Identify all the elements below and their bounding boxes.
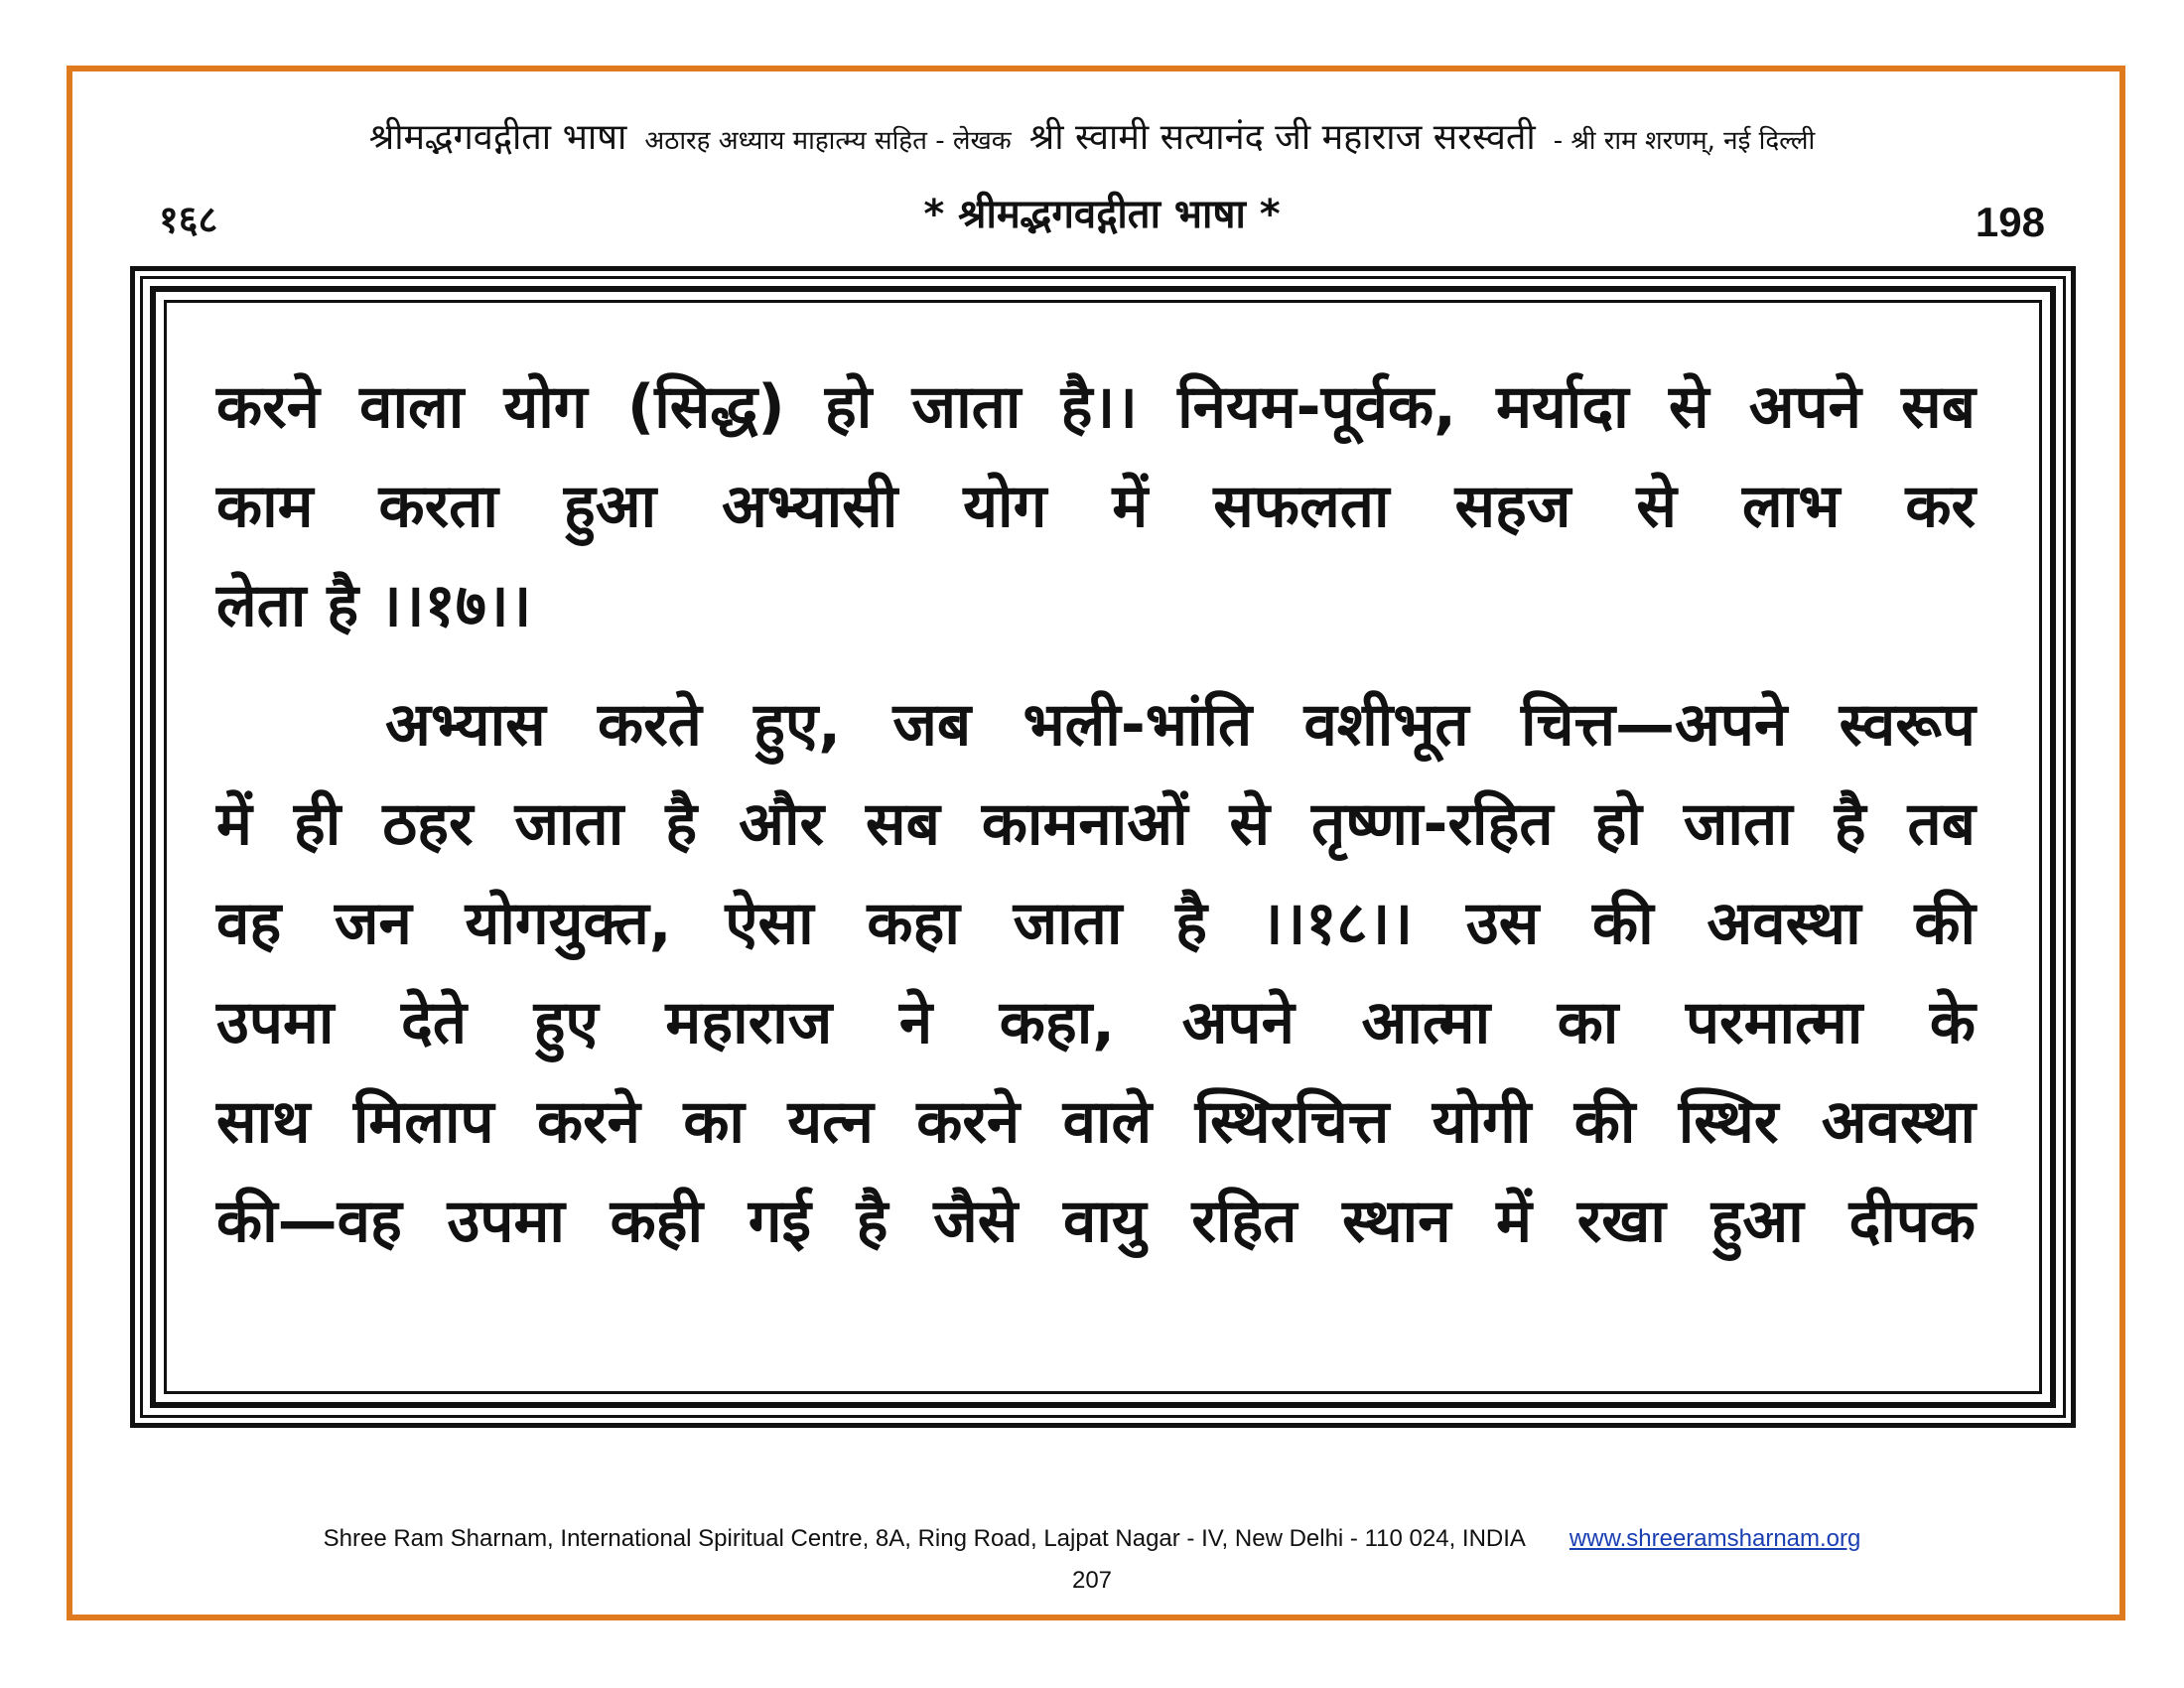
footer <box>0 1525 2184 1565</box>
title-author: श्री स्वामी सत्यानंद जी महाराज सरस्वती <box>1028 117 1536 158</box>
footer-page-number: 207 <box>1071 1567 1113 1594</box>
page-number: 198 <box>1975 199 2045 245</box>
text-line: की—वह उपमा कही गई है जैसे वायु रहित स्थान में रखा हुआ दीपक <box>216 1187 1976 1256</box>
text-line: अभ्यास करते हुए, जब भली-भांति वशीभूत चित्त—अपने स्वरूप <box>385 690 1976 760</box>
devanagari-page-number: १६८ <box>159 198 218 241</box>
text-line: लेता है ।।१७।। <box>216 571 532 640</box>
text-line: करने वाला योग (सिद्ध) हो जाता है।। नियम-पूर्वक, मर्यादा से अपने सब <box>216 372 1976 442</box>
text-line: काम करता हुआ अभ्यासी योग में सफलता सहज से लाभ कर <box>216 472 1976 541</box>
title-main: श्रीमद्भगवद्गीता भाषा <box>368 117 627 158</box>
text-line: उपमा देते हुए महाराज ने कहा, अपने आत्मा का परमात्मा के <box>216 988 1976 1057</box>
title-publisher: - श्री राम शरणम्, नई दिल्ली <box>1553 126 1816 156</box>
title-subtitle: अठारह अध्याय माहात्म्य सहित - लेखक <box>644 126 1012 156</box>
text-line: वह जन योगयुक्त, ऐसा कहा जाता है ।।१८।। उस की अवस्था की <box>216 889 1976 958</box>
text-line: साथ मिलाप करने का यत्न करने वाले स्थिरचित्त योगी की स्थिर अवस्था <box>216 1087 1976 1157</box>
document-title <box>99 111 2085 171</box>
body-text <box>216 357 1976 1271</box>
website-link[interactable]: www.shreeramsharnam.org <box>1569 1525 1861 1552</box>
text-line: में ही ठहर जाता है और सब कामनाओं से तृष्णा-रहित हो जाता है तब <box>216 789 1976 859</box>
footer-address: Shree Ram Sharnam, International Spiritual Centre, 8A, Ring Road, Lajpat Nagar - IV, New Delhi - 110 024, INDIA <box>323 1525 1526 1552</box>
running-title: * श्रीमद्भगवद्गीता भाषा * <box>923 192 1281 237</box>
page-subheader <box>159 185 2045 254</box>
